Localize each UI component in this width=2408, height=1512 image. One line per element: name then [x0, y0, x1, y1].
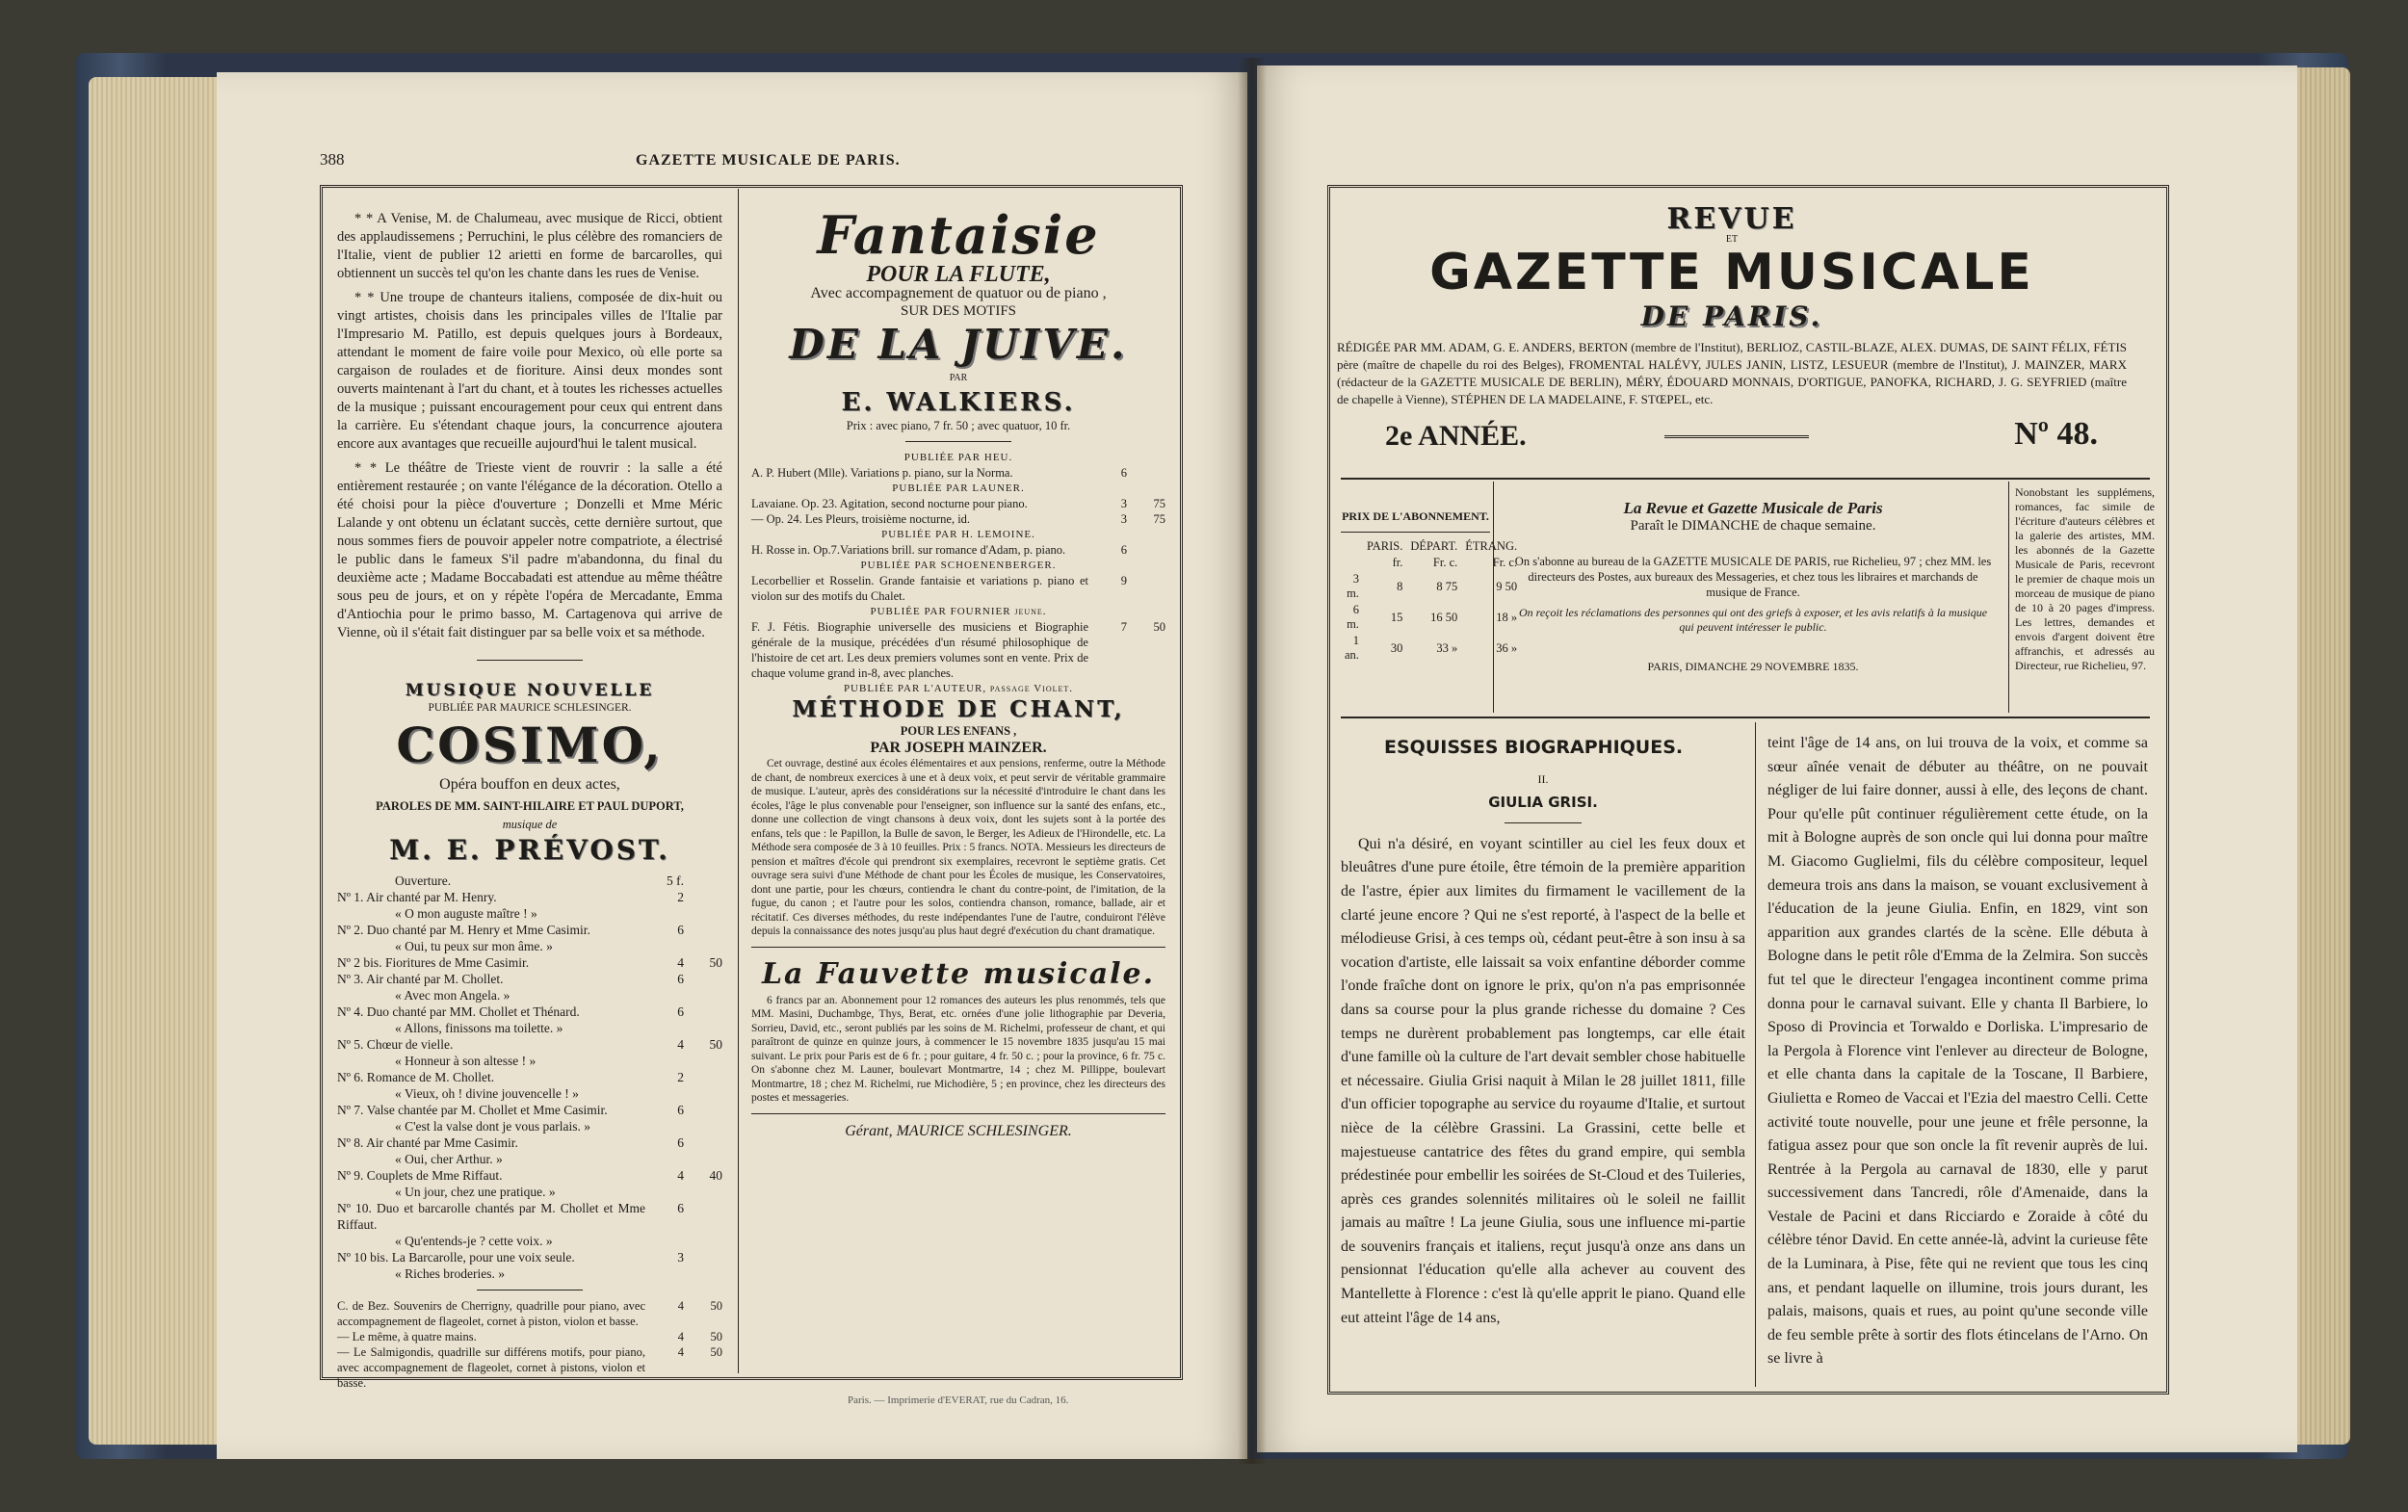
methode-subtitle: POUR LES ENFANS , [900, 724, 1017, 738]
track-price-fr: 6 [677, 1201, 684, 1215]
track-title: Nº 10 bis. La Barcarolle, pour une voix seule. [337, 1250, 575, 1264]
listing-item: A. P. Hubert (Mlle). Variations p. piano, sur la Norma. [751, 466, 1013, 480]
masthead-revue: REVUE [1666, 202, 1797, 236]
masthead-rule [1341, 478, 2150, 480]
track-price-fr [645, 1053, 684, 1069]
listing-price-fr: 3 [1120, 512, 1127, 526]
fantaisie-price: Prix : avec piano, 7 fr. 50 ; avec quatuor, 10 fr. [846, 419, 1071, 432]
track-price-fr: 2 [677, 890, 684, 904]
track-price-c [684, 873, 722, 889]
track-price-c [684, 1053, 722, 1069]
price-unit: Fr. c. [1492, 556, 1518, 569]
listing-items [751, 496, 1165, 527]
fantaisie-title: Fantaisie [817, 204, 1100, 266]
track-title: Nº 10. Duo et barcarolle chantés par M. Chollet et Mme Riffaut. [337, 1201, 645, 1232]
track-price-fr: 6 [677, 923, 684, 937]
listing-item: F. J. Fétis. Biographie universelle des musiciens et Biographie générale de la musique, précédées d'un résumé philosophique de l'histoire de cet art. Les deux premiers volumes sont en vente. Prix de chaque volume grand in-8, avec planches. [751, 620, 1088, 680]
price-cell: 15 [1390, 610, 1403, 624]
track-price-fr: 5 f. [667, 873, 684, 888]
side-note: Nonobstant les supplémens, romances, fac simile de l'écriture d'auteurs célèbres et la galerie des artistes, MM. les abonnés de la Gazette Musicale de Paris, recevront le premier de chaque mois un morceau de musique de piano de 10 à 20 pages d'impress. Les lettres, demandes et envois d'argent doivent être affranchis, et adressés au Directeur, rue Richelieu, 97. [2015, 485, 2155, 672]
track-title: « Avec mon Angela. » [395, 988, 510, 1003]
listing-price-c: 50 [1153, 620, 1165, 634]
extra-title: — Le même, à quatre mains. [337, 1330, 477, 1343]
listing-item: H. Rosse in. Op.7.Variations brill. sur romance d'Adam, p. piano. [751, 543, 1066, 557]
listing-publisher: PUBLIÉE PAR L'AUTEUR, passage Violet. [843, 683, 1074, 694]
issue-number: Nº 48. [2014, 416, 2098, 452]
price-divider [1493, 482, 1494, 713]
methode-title: MÉTHODE DE CHANT, [792, 696, 1125, 722]
price-cell: 36 » [1496, 640, 1518, 655]
track-title: Nº 6. Romance de M. Chollet. [337, 1070, 495, 1084]
price-grid [1341, 538, 1521, 664]
date-line: PARIS, DIMANCHE 29 NOVEMBRE 1835. [1647, 660, 1859, 673]
fantaisie-author: E. WALKIERS. [841, 388, 1076, 417]
listing-price-fr: 6 [1120, 543, 1127, 557]
gutter-shadow [1238, 58, 1267, 1464]
center-text: On s'abonne au bureau de la GAZETTE MUSICALE DE PARIS, rue Richelieu, 97 ; chez MM. les directeurs des Postes, aux bureaux des Messageries, et chez tous les libraires et marchands de musique de France. [1514, 555, 1992, 599]
track-price-c: 50 [709, 955, 722, 970]
track-title: Nº 5. Chœur de vielle. [337, 1037, 454, 1052]
fantaisie-motifs: SUR DES MOTIFS [900, 303, 1017, 319]
track-price-fr: 6 [677, 972, 684, 986]
listing-price-c: 75 [1153, 512, 1165, 526]
article-part: II. [1537, 771, 1549, 786]
track-title: « Oui, tu peux sur mon âme. » [395, 939, 553, 953]
article-column-divider [1755, 722, 1756, 1387]
news-paragraph: * * A Venise, M. de Chalumeau, avec musique de Ricci, obtient des applaudissemens ; Perruchini, le plus célèbre des romanciers de l'Italie, vient de publier 12 arietti en forme de barcarolles, qui obtiennent un succès tel qu'on les chante dans les rues de Venise. [337, 211, 722, 281]
listing-items [751, 573, 1165, 604]
track-price-fr [645, 905, 684, 922]
opera-subtitle: Opéra bouffon en deux actes, [439, 776, 620, 793]
listing-item: Lavaiane. Op. 23. Agitation, second nocturne pour piano. [751, 497, 1028, 510]
center-title: La Revue et Gazette Musicale de Paris [1623, 499, 1883, 517]
left-page-right-column [751, 204, 1165, 1140]
track-title: Ouverture. [395, 873, 452, 888]
price-unit: fr. [1392, 556, 1403, 569]
news-paragraph: * * Le théâtre de Trieste vient de rouvrir : la salle a été entièrement restaurée ; on vante l'élégance de la décoration. Otello a été choisi pour la pièce d'ouverture ; Donzelli et Mme Méric Lalande y ont obtenu un éclatant succès, cette dernière surtout, que nous sommes fiers de pouvoir appeler notre compatriote, a électrisé le public dans le fameux S'il padre m'abandonna, du final du deuxième acte ; Madame Boccabadati est attendue au même théâtre sous peu de jours, et on y répète l'opéra de Mercadante, Emma d'Antiochia pour le primo basso, M. Cartagenova qui arrive de Vienne, où il s'était fait distinguer par sa belle voix et sa méthode. [337, 460, 722, 640]
issue-line [1327, 414, 2136, 458]
track-price-c [684, 987, 722, 1004]
track-title: Nº 4. Duo chanté par MM. Chollet et Thénard. [337, 1004, 580, 1019]
divider [751, 1113, 1165, 1114]
article-text: teint l'âge de 14 ans, on lui trouva de la voix, et comme sa sœur aînée venait de débuter au théâtre, on ne pouvait négliger de lui faire donner, aussi à elle, des leçons de chant. Pour qu'elle pût continuer régulièrement cette étude, on la mit à Bologne auprès de son oncle qui lui donna pour maître M. Giacomo Guglielmi, fils du célèbre compositeur, lequel demeura trois ans dans la maison, se vouant exclusivement à l'éducation de la jeune Giulia. Enfin, en 1829, vint son apparition aux grandes clartés de la scène. Elle débuta à Bologne dans le petit rôle d'Emma de la Zelmira. Son succès fut tel que le directeur l'engagea incontinent comme prima donna pour le carnaval suivant. Elle y chanta Il Barbiere, lo Sposo di Provincia et Torwaldo e Dorliska. L'impresario de la Pergola à Florence vint l'enlever au directeur de Bologne, et elle chanta dans la capitale de la Toscane, Il Barbiere, Giulietta e Romeo de Vaccai et l'Ezia del maestro Celli. Cette activité toute nouvelle, pour une jeune et frêle personne, la fatigua assez pour que son oncle la fît revenir auprès de lui. Rentrée à la Pergola au carnaval de 1830, elle y parut successivement dans Tancredi, rôle d'Amenaide, dans la Vestale de Pacini et dans Ricciardo e Zoraide à côté du célèbre ténor David. En cette année-là, advint la curieuse fête de la Luminara, à Pise, fête qui ne revient que tous les cinq ans, et pendant laquelle on illumine, trois jours durant, les palais, maisons, quais et rues, au point qu'une seconde ville de feu semble prête à sortir des flots étincelans de l'Arno. On se livre à [1767, 735, 2148, 1368]
track-title: « Un jour, chez une pratique. » [395, 1185, 556, 1199]
publisher-line: PUBLIÉE PAR MAURICE SCHLESINGER. [428, 702, 632, 714]
price-cell: 18 » [1496, 610, 1518, 624]
track-price-c [684, 1265, 722, 1282]
article-heading: ESQUISSES BIOGRAPHIQUES. [1384, 737, 1684, 758]
track-title: Nº 9. Couplets de Mme Riffaut. [337, 1168, 503, 1183]
track-price-c: 50 [709, 1037, 722, 1052]
track-price-c [684, 1233, 722, 1249]
track-price-c [684, 905, 722, 922]
left-column-divider [738, 189, 739, 1373]
listing-publisher: PUBLIÉE PAR LAUNER. [892, 482, 1025, 494]
fantaisie-accompaniment: Avec accompagnement de quatuor ou de piano , [810, 285, 1107, 301]
track-title: Nº 2 bis. Fioritures de Mme Casimir. [337, 955, 530, 970]
track-title: « Vieux, oh ! divine jouvencelle ! » [395, 1086, 579, 1101]
masthead-et: ET [1725, 234, 1739, 245]
price-cell: 1 an. [1345, 634, 1359, 662]
listing-publisher: PUBLIÉE PAR HEU. [903, 452, 1013, 463]
track-price-c [684, 1004, 722, 1020]
track-price-c [684, 938, 722, 954]
track-price-c [684, 1102, 722, 1118]
track-price-fr: 4 [677, 1168, 684, 1183]
track-price-fr [645, 1151, 684, 1167]
divider [477, 660, 583, 661]
header-bottom-rule [1341, 717, 2150, 718]
listing-price-fr: 3 [1120, 497, 1127, 510]
track-price-c: 40 [709, 1168, 722, 1183]
extra-price-c: 50 [710, 1330, 722, 1343]
track-price-c [684, 1200, 722, 1233]
track-price-c [684, 889, 722, 905]
track-price-fr [645, 1233, 684, 1249]
track-price-fr: 3 [677, 1250, 684, 1264]
opera-title: COSIMO, [396, 717, 664, 773]
music-by: musique de [502, 818, 558, 831]
track-title: « Qu'entends-je ? cette voix. » [395, 1234, 553, 1248]
price-cell: 33 » [1436, 640, 1458, 655]
masthead-de-paris: DE PARIS. [1640, 300, 1823, 332]
track-title: Nº 2. Duo chanté par M. Henry et Mme Casimir. [337, 923, 590, 937]
track-title: Nº 1. Air chanté par M. Henry. [337, 890, 497, 904]
price-col-header: DÉPART. [1410, 539, 1458, 553]
track-price-c [684, 1134, 722, 1151]
track-price-c [684, 1118, 722, 1134]
extra-price-c: 50 [710, 1345, 722, 1359]
year: 2e ANNÉE. [1385, 420, 1527, 452]
price-cell: 16 50 [1430, 610, 1458, 624]
track-title: « Honneur à son altesse ! » [395, 1054, 537, 1068]
listing-publisher: PUBLIÉE PAR FOURNIER jeune. [870, 606, 1047, 617]
price-cell: 9 50 [1496, 579, 1518, 593]
divider [751, 947, 1165, 948]
track-price-fr [645, 938, 684, 954]
track-price-fr [645, 1118, 684, 1134]
subscription-info [1512, 499, 1994, 674]
price-cell: 6 m. [1347, 603, 1359, 631]
center-subtitle: Paraît le DIMANCHE de chaque semaine. [1630, 518, 1876, 534]
left-column [337, 210, 722, 1391]
track-price-fr: 6 [677, 1004, 684, 1019]
track-title: Nº 7. Valse chantée par M. Chollet et Mme Casimir. [337, 1103, 608, 1117]
fantaisie-par: PAR [949, 373, 968, 383]
listing-publisher: PUBLIÉE PAR SCHOENENBERGER. [860, 560, 1057, 571]
listing-price-c: 75 [1153, 497, 1165, 510]
article-subject: GIULIA GRISI. [1488, 794, 1598, 812]
extras-list [337, 1298, 722, 1391]
track-price-fr: 2 [677, 1070, 684, 1084]
listing-price-fr: 6 [1120, 466, 1127, 480]
listing-price-fr: 9 [1120, 574, 1127, 587]
track-title: « O mon auguste maître ! » [395, 906, 537, 921]
libretto-line: PAROLES DE MM. SAINT-HILAIRE ET PAUL DUPORT, [376, 799, 684, 813]
article-column-1 [1341, 736, 1745, 1402]
price-cell: 8 75 [1436, 579, 1458, 593]
masthead-title: GAZETTE MUSICALE [1429, 244, 2034, 301]
track-price-fr [645, 1085, 684, 1102]
track-price-c [684, 1020, 722, 1036]
article-text: Qui n'a désiré, en voyant scintiller au ciel les feux doux et bleuâtres d'une pure étoile, être témoin de la première apparition de l'astre, épier aux limites du firmament le vacillement de la clarté jeune encore ? Qui ne s'est reporté, à l'aspect de la belle et mélodieuse Grisi, à ces temps où, cédant peut-être à son insu à sa vocation d'artiste, elle laissait sa voix enfantine déborder comme l'onde fraîche dont on ignore le prix, qu'on n'a pas emprisonnée dans sa course pour la plus grande richesse du domaine ? Ces temps ne durèrent probablement pas longtemps, car elle était d'une famille où la culture de l'art devait sembler chose habituelle et nécessaire. Giulia Grisi naquit à Milan le 28 juillet 1811, fille d'un officier topographe au service du royaume d'Italie, et surtout nièce de la célèbre Grassini. La Grassini, cette belle et majestueuse cantatrice des fêtes du grand empire, qui sembla prédestinée pour embellir les soirées de St-Cloud et des Tuileries, après ces grandes solennités militaires où le soleil ne faillit jamais au maître ! La jeune Giulia, sous une influence mi-partie de souvenirs français et italiens, reçut jusqu'à onze ans dans un pensionnat l'éducation qu'elle alla achever au couvent des Mantellette à Florence : c'est là qu'elle apprit le piano. Quand elle eut atteint l'âge de 14 ans, [1341, 835, 1745, 1326]
track-price-fr [645, 987, 684, 1004]
track-price-c [684, 1184, 722, 1200]
track-price-c [684, 922, 722, 938]
track-title: Nº 3. Air chanté par M. Chollet. [337, 972, 504, 986]
music-heading: MUSIQUE NOUVELLE [405, 681, 655, 700]
extra-price-fr: 4 [677, 1299, 684, 1313]
track-price-fr [645, 1020, 684, 1036]
divider [1505, 822, 1582, 823]
track-price-c [684, 1069, 722, 1085]
track-price-c [684, 971, 722, 987]
listing-item: — Op. 24. Les Pleurs, troisième nocturne, id. [751, 512, 971, 526]
masthead [1327, 189, 2136, 458]
track-title: « Allons, finissons ma toilette. » [395, 1021, 563, 1035]
track-price-c [684, 1249, 722, 1265]
extra-title: — Le Salmigondis, quadrille sur différens motifs, pour piano, avec accompagnement de flageolet, cornet à pistons, violon et basse. [337, 1345, 645, 1390]
track-title: « C'est la valse dont je vous parlais. » [395, 1119, 591, 1134]
listing-price-c [1127, 465, 1165, 481]
extra-price-c: 50 [710, 1299, 722, 1313]
price-heading-rule [1341, 532, 1490, 533]
listing-items [751, 542, 1165, 558]
left-running-head: GAZETTE MUSICALE DE PARIS. [636, 152, 901, 169]
price-col-header: ÉTRANG. [1465, 539, 1518, 553]
imprint: Paris. — Imprimerie d'EVERAT, rue du Cadran, 16. [848, 1395, 1069, 1406]
center-note: On reçoit les réclamations des personnes qui ont des griefs à exposer, et les avis relatifs à la musique qui peuvent intéresser le public. [1518, 606, 1988, 634]
price-cell: 30 [1390, 640, 1403, 655]
listing-price-c [1127, 542, 1165, 558]
page-edges-left [89, 77, 233, 1445]
ornament-rule [1664, 435, 1809, 438]
contributors: RÉDIGÉE PAR MM. ADAM, G. E. ANDERS, BERTON (membre de l'Institut), BERLIOZ, CASTIL-BLAZE, ALEX. DUMAS, DE SAINT FÉLIX, FÉTIS père (maître de chapelle du roi des Belges), FROMENTAL HALÉVY, JULES JANIN, LISTZ, LESUEUR (membre de l'Institut), J. MAINZER, MARX (rédacteur de la GAZETTE MUSICALE DE BERLIN), MÉRY, ÉDOUARD MONNAIS, D'ORTIGUE, PANOFKA, RICHARD, J. G. SEYFRIED (maître de chapelle à Vienne), STÉPHEN DE LA MADELAINE, F. STŒPEL, etc. [1337, 340, 2127, 406]
listing-price-fr: 7 [1120, 620, 1127, 634]
track-price-c [684, 1151, 722, 1167]
fauvette-text: 6 francs par an. Abonnement pour 12 romances des auteurs les plus renommés, tels que MM. Masini, Duchambge, Thys, Berat, etc. ornées d'une jolie lithographie par Deveria, Sorrieu, David, etc., seront publiés par les soins de M. Richelmi, professeur de chant, et qui paraîtront de quinze en quinze jours, à commencer le 15 novembre 1835 jusqu'au 15 mai suivant. Le prix pour Paris est de 6 fr. ; pour guitare, 4 fr. 50 c. ; pour la province, 6 fr. 75 c. On s'abonne chez M. Launer, boulevart Montmartre, 14 ; chez M. Pillippe, boulevart Montmartre, 18 ; chez M. Richelmi, rue Michodière, 5 ; en province, chez les directeurs des postes et messageries. [751, 994, 1165, 1104]
price-col-header: PARIS. [1366, 539, 1403, 553]
side-divider [2008, 482, 2009, 713]
track-price-c [684, 1085, 722, 1102]
track-title: « Riches broderies. » [395, 1266, 505, 1281]
track-price-fr [645, 1184, 684, 1200]
track-price-fr: 6 [677, 1103, 684, 1117]
track-title: Nº 8. Air chanté par Mme Casimir. [337, 1135, 518, 1150]
left-page-number: 388 [320, 150, 345, 169]
article-column-2 [1767, 732, 2148, 1385]
listing-price-c [1127, 573, 1165, 604]
track-price-fr: 6 [677, 1135, 684, 1150]
news-paragraph: * * Une troupe de chanteurs italiens, composée de dix-huit ou vingt artistes, choisis dans les principales villes de l'Italie par l'Impresario M. Patillo, est depuis quelques jours à Bordeaux, attendant le moment de faire voile pour Mexico, où elle porte sa cargaison de roulades et de fioriture. Ainsi deux mondes sont ouverts maintenant à l'art du chant, et à toutes les richesses actuelles de la musique ; puissant encouragement pour ceux qui entrent dans la carrière. Eu s'étendant chaque jours, la concurrence ajoutera encore aux avantages que recueille aujourd'hui le talent musical. [337, 290, 722, 452]
listing-item: Lecorbellier et Rosselin. Grande fantaisie et variations p. piano et violon sur des motifs du Chalet. [751, 574, 1088, 603]
track-price-fr [645, 1265, 684, 1282]
listing-items [751, 465, 1165, 481]
price-heading: PRIX DE L'ABONNEMENT. [1342, 509, 1489, 523]
fauvette-title: La Fauvette musicale. [761, 956, 1156, 991]
extra-price-fr: 4 [677, 1345, 684, 1359]
divider [905, 441, 1011, 442]
price-cell: 3 m. [1347, 572, 1359, 600]
price-table [1341, 508, 1518, 664]
fantaisie-opera: DE LA JUIVE. [789, 321, 1128, 368]
extra-title: C. de Bez. Souvenirs de Cherrigny, quadrille pour piano, avec accompagnement de flageolet, cornet à piston, violon et basse. [337, 1299, 645, 1328]
listing-items [751, 619, 1165, 681]
methode-text: Cet ouvrage, destiné aux écoles élémentaires et aux pensions, renferme, outre la Méthode de chant, de nombreux exercices à une et à deux voix, et peut servir de véritable grammaire de musique. L'auteur, après des considérations sur la nécessité d'introduire le chant dans les écoles, l'âge le plus convenable pour l'enseigner, son influence sur la santé des enfans, etc., donne une collection de vingt chansons à deux voix, dont les sujets sont à la portée des enfans, tels que : le Papillon, la Bulle de savon, le Berger, les Adieux de l'Hirondelle, etc. La Méthode sera composée de 3 à 10 feuilles. Prix : 5 francs. NOTA. Messieurs les directeurs de pension et maîtres d'école qui prendront six exemplaires, recevront le septième gratis. Cet ouvrage sera suivi d'une Méthode de chant pour les Écoles de musique, les Conservatoires, dont une partie, pour les chœurs, contiendra le chant du contre-point, de l'imitation, de la fugue, du canon ; et l'autre pour les solos, contiendra chanson, romance, ballade, air et récitatif. Ces diverses méthodes, du reste indépendantes l'une de l'autre, conduiront l'élève depuis la connaissance des notes jusqu'au plus haut degré d'exécution du chant dramatique. [751, 758, 1165, 937]
price-unit: Fr. c. [1432, 556, 1458, 569]
fantaisie-instrument: POUR LA FLUTE, [866, 262, 1051, 287]
gerant: Gérant, MAURICE SCHLESINGER. [845, 1122, 1072, 1139]
listing-publisher: PUBLIÉE PAR H. LEMOINE. [881, 529, 1035, 540]
extra-price-fr: 4 [677, 1330, 684, 1343]
track-list [337, 873, 722, 1282]
track-price-fr: 4 [677, 1037, 684, 1052]
track-title: « Oui, cher Arthur. » [395, 1152, 503, 1166]
composer: M. E. PRÉVOST. [389, 834, 670, 866]
track-price-fr: 4 [677, 955, 684, 970]
methode-author: PAR JOSEPH MAINZER. [870, 740, 1047, 756]
price-cell: 8 [1397, 579, 1403, 593]
